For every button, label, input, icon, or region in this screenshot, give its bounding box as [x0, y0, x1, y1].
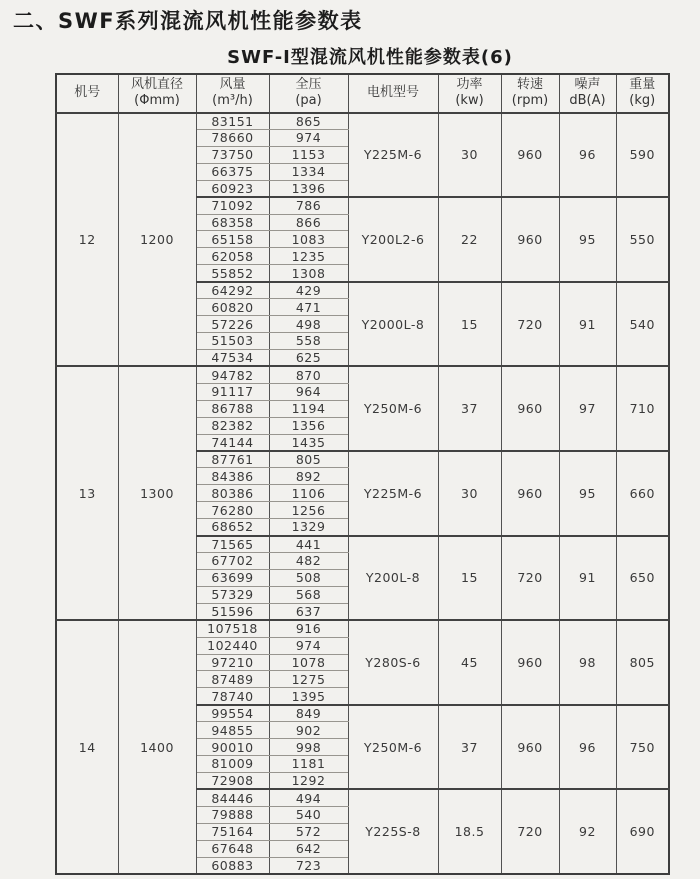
power-cell: 15 — [438, 536, 501, 621]
table-row — [56, 113, 669, 130]
pressure-cell: 870 — [269, 366, 348, 383]
pressure-cell: 916 — [269, 620, 348, 637]
pressure-cell: 1078 — [269, 654, 348, 671]
motor-cell: Y280S-6 — [348, 620, 438, 705]
power-cell: 30 — [438, 113, 501, 198]
airflow-cell: 102440 — [196, 637, 269, 654]
header-unit: (rpm) — [511, 93, 549, 109]
weight-cell: 550 — [616, 197, 669, 282]
airflow-cell: 94855 — [196, 722, 269, 739]
airflow-cell: 57226 — [196, 316, 269, 333]
airflow-cell: 99554 — [196, 705, 269, 722]
header-airflow — [196, 74, 269, 113]
airflow-cell: 82382 — [196, 417, 269, 434]
pressure-cell: 572 — [269, 823, 348, 840]
header-label: 电机型号 — [366, 85, 419, 101]
header-label: 转速 — [516, 77, 543, 92]
airflow-cell: 79888 — [196, 806, 269, 823]
noise-cell: 96 — [559, 113, 616, 198]
airflow-cell: 81009 — [196, 756, 269, 773]
motor-cell: Y225S-8 — [348, 789, 438, 874]
fan-table-body — [56, 113, 669, 874]
header-unit: (Φmm) — [134, 93, 180, 109]
airflow-cell: 65158 — [196, 231, 269, 248]
pressure-cell: 1106 — [269, 485, 348, 502]
pressure-cell: 1235 — [269, 248, 348, 265]
power-cell: 22 — [438, 197, 501, 282]
airflow-cell: 60820 — [196, 299, 269, 316]
noise-cell: 91 — [559, 536, 616, 621]
header-weight — [616, 74, 669, 113]
pressure-cell: 482 — [269, 552, 348, 569]
airflow-cell: 83151 — [196, 113, 269, 130]
airflow-cell: 74144 — [196, 434, 269, 451]
power-cell: 30 — [438, 451, 501, 536]
airflow-cell: 84386 — [196, 468, 269, 485]
pressure-cell: 1396 — [269, 180, 348, 197]
pressure-cell: 471 — [269, 299, 348, 316]
diameter-cell: 1200 — [118, 113, 196, 367]
airflow-cell: 97210 — [196, 654, 269, 671]
header-label: 功率 — [456, 77, 483, 92]
header-label: 机号 — [74, 85, 101, 101]
header-label: 全压 — [295, 77, 322, 92]
noise-cell: 97 — [559, 366, 616, 451]
pressure-cell: 1395 — [269, 688, 348, 705]
airflow-cell: 51596 — [196, 603, 269, 620]
motor-cell: Y250M-6 — [348, 366, 438, 451]
table-row — [56, 366, 669, 383]
pressure-cell: 1153 — [269, 146, 348, 163]
pressure-cell: 498 — [269, 316, 348, 333]
airflow-cell: 84446 — [196, 789, 269, 806]
pressure-cell: 865 — [269, 113, 348, 130]
header-diameter — [118, 74, 196, 113]
weight-cell: 690 — [616, 789, 669, 874]
airflow-cell: 90010 — [196, 739, 269, 756]
airflow-cell: 68652 — [196, 519, 269, 536]
pressure-cell: 1256 — [269, 502, 348, 519]
motor-cell: Y200L2-6 — [348, 197, 438, 282]
noise-cell: 96 — [559, 705, 616, 790]
motor-cell: Y225M-6 — [348, 113, 438, 198]
header-label: 风机直径 — [130, 77, 183, 92]
pressure-cell: 1194 — [269, 400, 348, 417]
power-cell: 18.5 — [438, 789, 501, 874]
airflow-cell: 47534 — [196, 349, 269, 366]
pressure-cell: 441 — [269, 536, 348, 553]
weight-cell: 710 — [616, 366, 669, 451]
pressure-cell: 1083 — [269, 231, 348, 248]
header-unit: (kw) — [455, 93, 484, 109]
pressure-cell: 1308 — [269, 265, 348, 282]
pressure-cell: 805 — [269, 451, 348, 468]
airflow-cell: 94782 — [196, 366, 269, 383]
header-pressure — [269, 74, 348, 113]
weight-cell: 590 — [616, 113, 669, 198]
header-speed — [501, 74, 559, 113]
pressure-cell: 1356 — [269, 417, 348, 434]
noise-cell: 91 — [559, 282, 616, 367]
airflow-cell: 64292 — [196, 282, 269, 299]
airflow-cell: 86788 — [196, 400, 269, 417]
pressure-cell: 540 — [269, 806, 348, 823]
airflow-cell: 76280 — [196, 502, 269, 519]
machine-no-cell: 12 — [56, 113, 118, 367]
pressure-cell: 998 — [269, 739, 348, 756]
pressure-cell: 508 — [269, 569, 348, 586]
machine-no-cell: 13 — [56, 366, 118, 620]
pressure-cell: 1334 — [269, 163, 348, 180]
weight-cell: 750 — [616, 705, 669, 790]
pressure-cell: 1275 — [269, 671, 348, 688]
power-cell: 37 — [438, 705, 501, 790]
airflow-cell: 107518 — [196, 620, 269, 637]
airflow-cell: 63699 — [196, 569, 269, 586]
speed-cell: 960 — [501, 705, 559, 790]
airflow-cell: 71092 — [196, 197, 269, 214]
airflow-cell: 73750 — [196, 146, 269, 163]
machine-no-cell: 14 — [56, 620, 118, 874]
header-power — [438, 74, 501, 113]
pressure-cell: 1181 — [269, 756, 348, 773]
airflow-cell: 60883 — [196, 857, 269, 874]
pressure-cell: 974 — [269, 637, 348, 654]
header-row — [56, 74, 669, 113]
airflow-cell: 60923 — [196, 180, 269, 197]
pressure-cell: 494 — [269, 789, 348, 806]
pressure-cell: 723 — [269, 857, 348, 874]
header-noise — [559, 74, 616, 113]
pressure-cell: 1435 — [269, 434, 348, 451]
speed-cell: 960 — [501, 620, 559, 705]
header-unit: (m³/h) — [212, 93, 253, 109]
airflow-cell: 72908 — [196, 772, 269, 789]
speed-cell: 960 — [501, 451, 559, 536]
page-title: 二、SWF系列混流风机性能参数表 — [13, 9, 363, 33]
motor-cell: Y225M-6 — [348, 451, 438, 536]
diameter-cell: 1400 — [118, 620, 196, 874]
pressure-cell: 625 — [269, 349, 348, 366]
speed-cell: 960 — [501, 366, 559, 451]
pressure-cell: 849 — [269, 705, 348, 722]
pressure-cell: 568 — [269, 586, 348, 603]
pressure-cell: 637 — [269, 603, 348, 620]
header-label: 风量 — [219, 77, 246, 92]
pressure-cell: 786 — [269, 197, 348, 214]
header-unit: dB(A) — [569, 93, 606, 109]
pressure-cell: 866 — [269, 214, 348, 231]
airflow-cell: 75164 — [196, 823, 269, 840]
pressure-cell: 1292 — [269, 772, 348, 789]
pressure-cell: 902 — [269, 722, 348, 739]
noise-cell: 95 — [559, 197, 616, 282]
airflow-cell: 91117 — [196, 383, 269, 400]
airflow-cell: 71565 — [196, 536, 269, 553]
pressure-cell: 1329 — [269, 519, 348, 536]
motor-cell: Y250M-6 — [348, 705, 438, 790]
header-label: 噪声 — [574, 77, 601, 92]
speed-cell: 720 — [501, 536, 559, 621]
weight-cell: 660 — [616, 451, 669, 536]
weight-cell: 650 — [616, 536, 669, 621]
airflow-cell: 55852 — [196, 265, 269, 282]
power-cell: 15 — [438, 282, 501, 367]
speed-cell: 720 — [501, 282, 559, 367]
airflow-cell: 57329 — [196, 586, 269, 603]
pressure-cell: 974 — [269, 129, 348, 146]
airflow-cell: 78660 — [196, 129, 269, 146]
airflow-cell: 67702 — [196, 552, 269, 569]
motor-cell: Y2000L-8 — [348, 282, 438, 367]
pressure-cell: 964 — [269, 383, 348, 400]
header-label: 重量 — [629, 77, 656, 92]
pressure-cell: 429 — [269, 282, 348, 299]
noise-cell: 95 — [559, 451, 616, 536]
header-unit: (kg) — [629, 93, 656, 109]
airflow-cell: 62058 — [196, 248, 269, 265]
weight-cell: 805 — [616, 620, 669, 705]
page-subtitle: SWF-I型混流风机性能参数表(6) — [227, 47, 513, 68]
speed-cell: 960 — [501, 113, 559, 198]
airflow-cell: 87489 — [196, 671, 269, 688]
airflow-cell: 66375 — [196, 163, 269, 180]
diameter-cell: 1300 — [118, 366, 196, 620]
airflow-cell: 68358 — [196, 214, 269, 231]
header-motor-model — [348, 74, 438, 113]
noise-cell: 98 — [559, 620, 616, 705]
speed-cell: 960 — [501, 197, 559, 282]
weight-cell: 540 — [616, 282, 669, 367]
airflow-cell: 87761 — [196, 451, 269, 468]
speed-cell: 720 — [501, 789, 559, 874]
airflow-cell: 80386 — [196, 485, 269, 502]
header-machine-no — [56, 74, 118, 113]
power-cell: 37 — [438, 366, 501, 451]
power-cell: 45 — [438, 620, 501, 705]
pressure-cell: 558 — [269, 332, 348, 349]
fan-performance-table — [55, 73, 670, 875]
airflow-cell: 67648 — [196, 840, 269, 857]
header-unit: (pa) — [295, 93, 322, 109]
pressure-cell: 892 — [269, 468, 348, 485]
motor-cell: Y200L-8 — [348, 536, 438, 621]
airflow-cell: 78740 — [196, 688, 269, 705]
noise-cell: 92 — [559, 789, 616, 874]
table-row — [56, 620, 669, 637]
airflow-cell: 51503 — [196, 332, 269, 349]
pressure-cell: 642 — [269, 840, 348, 857]
